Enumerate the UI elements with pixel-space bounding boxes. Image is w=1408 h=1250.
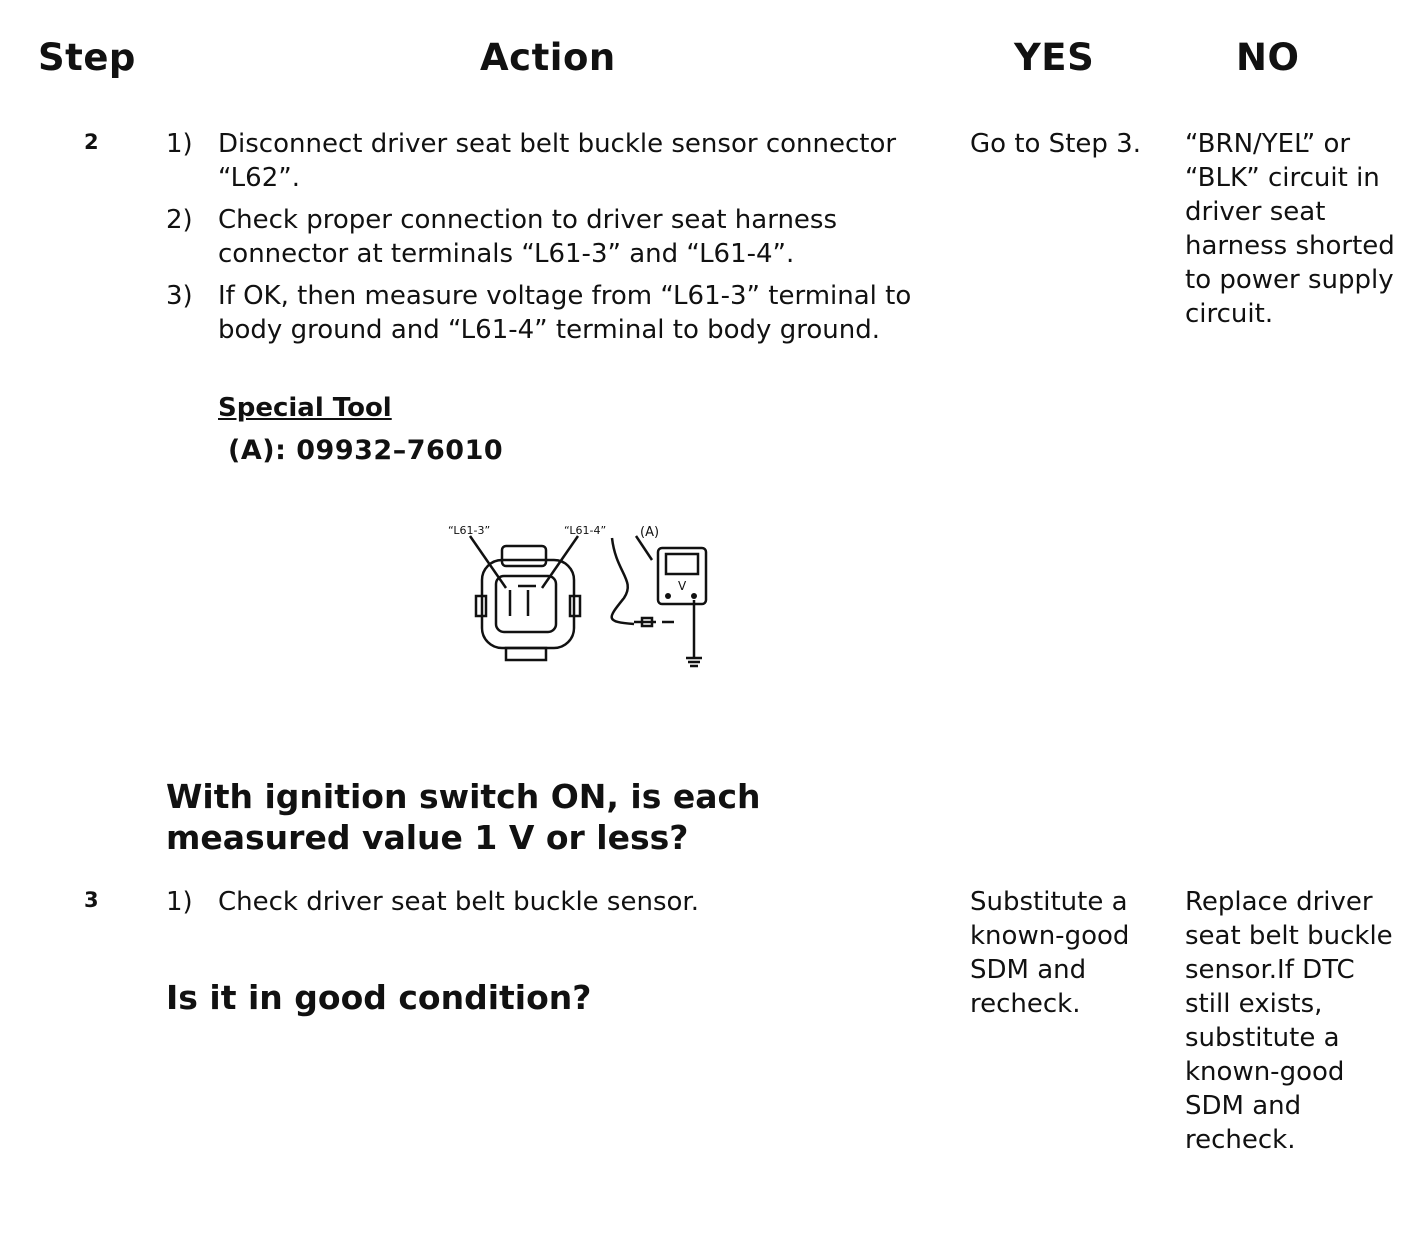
action-list	[166, 885, 956, 927]
step-number: 2	[84, 130, 99, 154]
column-header-action: Action	[480, 36, 616, 79]
action-item	[166, 885, 956, 919]
action-item-number: 1)	[166, 887, 193, 917]
column-header-step: Step	[38, 36, 136, 79]
special-tool-label: Special Tool	[218, 393, 392, 423]
action-item-number: 2)	[166, 205, 193, 235]
column-header-no: NO	[1236, 36, 1300, 79]
action-item	[166, 203, 956, 271]
label-l61-4: “L61-4”	[564, 524, 607, 537]
yes-result: Go to Step 3.	[970, 129, 1141, 159]
action-item-number: 1)	[166, 129, 193, 159]
column-header-yes: YES	[1014, 36, 1095, 79]
action-item-text: Disconnect driver seat belt buckle sensor connector “L62”.	[218, 129, 897, 193]
action-item-text: Check driver seat belt buckle sensor.	[218, 887, 699, 917]
action-item-number: 3)	[166, 281, 193, 311]
step-question: With ignition switch ON, is each measured value 1 V or less?	[166, 777, 761, 857]
no-result: Replace driver seat belt buckle sensor.If DTC still exists, substitute a known-good SDM and recheck.	[1185, 887, 1393, 1155]
label-l61-3: “L61-3”	[448, 524, 491, 537]
step-question: Is it in good condition?	[166, 978, 592, 1017]
yes-result: Substitute a known-good SDM and recheck.	[970, 887, 1130, 1019]
no-result: “BRN/YEL” or “BLK” circuit in driver seat harness shorted to power supply circuit.	[1185, 129, 1395, 329]
step-number: 3	[84, 888, 99, 912]
action-item-text: If OK, then measure voltage from “L61-3” terminal to body ground and “L61-4” terminal to body ground.	[218, 281, 912, 345]
label-a: (A)	[640, 525, 660, 540]
action-item-text: Check proper connection to driver seat harness connector at terminals “L61-3” and “L61-4”.	[218, 205, 838, 269]
connector-voltmeter-diagram	[440, 518, 740, 678]
action-list	[166, 127, 956, 355]
label-v: V	[678, 579, 687, 593]
action-item	[166, 127, 956, 195]
special-tool-number: (A): 09932–76010	[228, 435, 504, 466]
action-item	[166, 279, 956, 347]
